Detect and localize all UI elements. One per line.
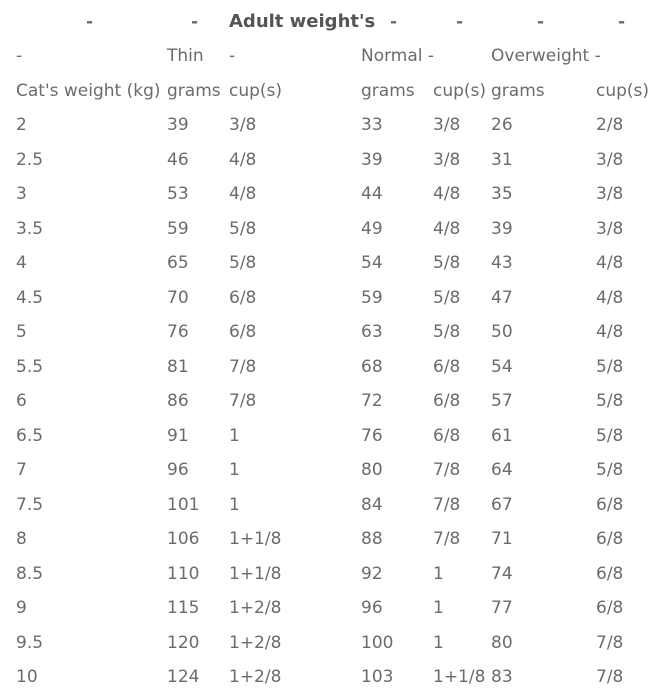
normal-cups-cell: 1 <box>433 564 444 584</box>
normal-grams-cell: 39 <box>361 150 383 170</box>
table-row <box>0 660 658 694</box>
overweight-grams-cell: 35 <box>491 184 513 204</box>
cat-weight-cell: 8.5 <box>16 564 44 584</box>
group-header-row <box>0 39 658 73</box>
column-header-thin-cups: cup(s) <box>229 81 283 101</box>
normal-cups-cell: 7/8 <box>433 460 461 480</box>
overweight-grams-cell: 26 <box>491 115 513 135</box>
table-row <box>0 315 658 349</box>
overweight-cups-cell: 2/8 <box>596 115 624 135</box>
normal-grams-cell: 88 <box>361 529 383 549</box>
thin-cups-cell: 1+2/8 <box>229 633 282 653</box>
table-row <box>0 591 658 625</box>
title-dash: - <box>390 12 398 32</box>
table-row <box>0 143 658 177</box>
group-header-thin: Thin <box>167 46 204 66</box>
overweight-cups-cell: 6/8 <box>596 495 624 515</box>
overweight-cups-cell: 3/8 <box>596 219 624 239</box>
thin-grams-cell: 39 <box>167 115 189 135</box>
overweight-grams-cell: 71 <box>491 529 513 549</box>
cat-weight-cell: 3 <box>16 184 27 204</box>
overweight-cups-cell: 7/8 <box>596 633 624 653</box>
normal-cups-cell: 6/8 <box>433 426 461 446</box>
thin-cups-cell: 5/8 <box>229 253 257 273</box>
thin-grams-cell: 46 <box>167 150 189 170</box>
table-row <box>0 488 658 522</box>
table-row <box>0 281 658 315</box>
thin-grams-cell: 86 <box>167 391 189 411</box>
normal-grams-cell: 44 <box>361 184 383 204</box>
cat-weight-cell: 2 <box>16 115 27 135</box>
normal-cups-cell: 1+1/8 <box>433 667 486 687</box>
overweight-cups-cell: 4/8 <box>596 253 624 273</box>
thin-grams-cell: 65 <box>167 253 189 273</box>
overweight-cups-cell: 5/8 <box>596 357 624 377</box>
title-row <box>0 5 658 39</box>
column-header-cat-weight: Cat's weight (kg) <box>16 81 161 101</box>
normal-cups-cell: 4/8 <box>433 184 461 204</box>
thin-cups-cell: 4/8 <box>229 184 257 204</box>
overweight-cups-cell: 3/8 <box>596 184 624 204</box>
overweight-cups-cell: 6/8 <box>596 598 624 618</box>
overweight-grams-cell: 83 <box>491 667 513 687</box>
table-row <box>0 108 658 142</box>
table-row <box>0 350 658 384</box>
table-row <box>0 453 658 487</box>
thin-cups-cell: 6/8 <box>229 288 257 308</box>
table-row <box>0 522 658 556</box>
normal-cups-cell: 5/8 <box>433 322 461 342</box>
thin-cups-cell: 1+1/8 <box>229 529 282 549</box>
normal-grams-cell: 68 <box>361 357 383 377</box>
title-dash: - <box>191 12 199 32</box>
overweight-cups-cell: 6/8 <box>596 564 624 584</box>
overweight-cups-cell: 4/8 <box>596 322 624 342</box>
column-header-overweight-cups: cup(s) <box>596 81 650 101</box>
thin-grams-cell: 53 <box>167 184 189 204</box>
group-header-thin-cups: - <box>229 46 236 66</box>
overweight-grams-cell: 50 <box>491 322 513 342</box>
group-header-overweight: Overweight - <box>491 46 601 66</box>
thin-cups-cell: 6/8 <box>229 322 257 342</box>
normal-grams-cell: 92 <box>361 564 383 584</box>
overweight-cups-cell: 6/8 <box>596 529 624 549</box>
overweight-grams-cell: 67 <box>491 495 513 515</box>
cat-weight-cell: 7.5 <box>16 495 44 515</box>
normal-grams-cell: 54 <box>361 253 383 273</box>
overweight-cups-cell: 4/8 <box>596 288 624 308</box>
overweight-cups-cell: 5/8 <box>596 426 624 446</box>
overweight-cups-cell: 5/8 <box>596 391 624 411</box>
cat-weight-cell: 5.5 <box>16 357 44 377</box>
thin-cups-cell: 1 <box>229 495 240 515</box>
overweight-grams-cell: 47 <box>491 288 513 308</box>
table-row <box>0 212 658 246</box>
normal-cups-cell: 4/8 <box>433 219 461 239</box>
normal-cups-cell: 7/8 <box>433 529 461 549</box>
thin-grams-cell: 59 <box>167 219 189 239</box>
table-row <box>0 557 658 591</box>
normal-grams-cell: 84 <box>361 495 383 515</box>
normal-cups-cell: 3/8 <box>433 115 461 135</box>
overweight-grams-cell: 31 <box>491 150 513 170</box>
cat-weight-cell: 4.5 <box>16 288 44 308</box>
table-title: Adult weight's <box>229 11 376 32</box>
thin-grams-cell: 106 <box>167 529 200 549</box>
column-header-overweight-grams: grams <box>491 81 545 101</box>
thin-cups-cell: 5/8 <box>229 219 257 239</box>
column-header-normal-grams: grams <box>361 81 415 101</box>
cat-weight-cell: 7 <box>16 460 27 480</box>
overweight-grams-cell: 57 <box>491 391 513 411</box>
title-dash: - <box>456 12 464 32</box>
overweight-grams-cell: 80 <box>491 633 513 653</box>
thin-grams-cell: 70 <box>167 288 189 308</box>
thin-cups-cell: 1 <box>229 460 240 480</box>
normal-grams-cell: 80 <box>361 460 383 480</box>
overweight-grams-cell: 43 <box>491 253 513 273</box>
table-row <box>0 384 658 418</box>
thin-cups-cell: 7/8 <box>229 391 257 411</box>
normal-cups-cell: 5/8 <box>433 253 461 273</box>
cat-weight-cell: 3.5 <box>16 219 44 239</box>
column-header-normal-cups: cup(s) <box>433 81 487 101</box>
thin-grams-cell: 76 <box>167 322 189 342</box>
normal-cups-cell: 1 <box>433 633 444 653</box>
group-header-weight: - <box>16 46 23 66</box>
normal-grams-cell: 63 <box>361 322 383 342</box>
normal-grams-cell: 96 <box>361 598 383 618</box>
cat-weight-cell: 9 <box>16 598 27 618</box>
cat-weight-cell: 8 <box>16 529 27 549</box>
cat-weight-cell: 10 <box>16 667 38 687</box>
normal-cups-cell: 3/8 <box>433 150 461 170</box>
thin-cups-cell: 7/8 <box>229 357 257 377</box>
thin-grams-cell: 124 <box>167 667 200 687</box>
normal-grams-cell: 72 <box>361 391 383 411</box>
normal-cups-cell: 6/8 <box>433 391 461 411</box>
thin-cups-cell: 1 <box>229 426 240 446</box>
thin-cups-cell: 1+2/8 <box>229 667 282 687</box>
cat-weight-cell: 9.5 <box>16 633 44 653</box>
cat-weight-cell: 4 <box>16 253 27 273</box>
thin-grams-cell: 120 <box>167 633 200 653</box>
table-row <box>0 177 658 211</box>
normal-grams-cell: 49 <box>361 219 383 239</box>
cat-weight-cell: 5 <box>16 322 27 342</box>
overweight-grams-cell: 61 <box>491 426 513 446</box>
overweight-grams-cell: 74 <box>491 564 513 584</box>
thin-cups-cell: 4/8 <box>229 150 257 170</box>
overweight-grams-cell: 39 <box>491 219 513 239</box>
overweight-grams-cell: 64 <box>491 460 513 480</box>
normal-cups-cell: 1 <box>433 598 444 618</box>
thin-grams-cell: 101 <box>167 495 200 515</box>
group-header-normal: Normal - <box>361 46 435 66</box>
normal-grams-cell: 59 <box>361 288 383 308</box>
table-row <box>0 419 658 453</box>
cat-weight-cell: 6.5 <box>16 426 44 446</box>
thin-grams-cell: 81 <box>167 357 189 377</box>
table-row <box>0 246 658 280</box>
overweight-grams-cell: 54 <box>491 357 513 377</box>
table-row <box>0 626 658 660</box>
normal-cups-cell: 6/8 <box>433 357 461 377</box>
thin-grams-cell: 96 <box>167 460 189 480</box>
thin-grams-cell: 110 <box>167 564 200 584</box>
overweight-grams-cell: 77 <box>491 598 513 618</box>
thin-cups-cell: 1+2/8 <box>229 598 282 618</box>
title-dash: - <box>618 12 626 32</box>
thin-grams-cell: 115 <box>167 598 200 618</box>
thin-grams-cell: 91 <box>167 426 189 446</box>
normal-grams-cell: 100 <box>361 633 394 653</box>
cat-weight-cell: 6 <box>16 391 27 411</box>
normal-cups-cell: 5/8 <box>433 288 461 308</box>
normal-grams-cell: 33 <box>361 115 383 135</box>
column-header-thin-grams: grams <box>167 81 221 101</box>
overweight-cups-cell: 3/8 <box>596 150 624 170</box>
normal-grams-cell: 103 <box>361 667 394 687</box>
normal-cups-cell: 7/8 <box>433 495 461 515</box>
overweight-cups-cell: 7/8 <box>596 667 624 687</box>
title-dash: - <box>537 12 545 32</box>
normal-grams-cell: 76 <box>361 426 383 446</box>
thin-cups-cell: 3/8 <box>229 115 257 135</box>
column-header-row <box>0 74 658 108</box>
cat-weight-cell: 2.5 <box>16 150 44 170</box>
thin-cups-cell: 1+1/8 <box>229 564 282 584</box>
title-dash: - <box>86 12 94 32</box>
overweight-cups-cell: 5/8 <box>596 460 624 480</box>
